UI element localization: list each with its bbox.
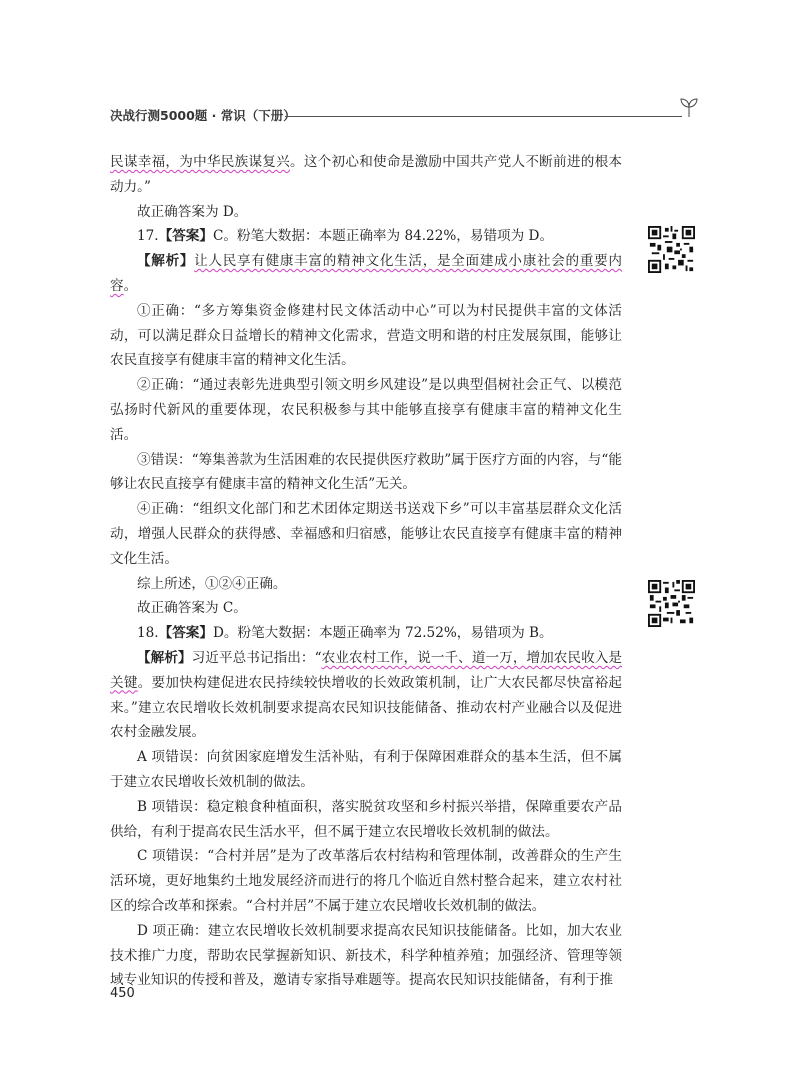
qr-code-icon[interactable] — [648, 580, 695, 627]
sprout-icon — [678, 96, 700, 118]
paragraph: D 项正确：建立农民增收长效机制要求提高农民知识技能储备。比如，加大农业技术推广力度，帮助农民掌握新知识、新技术，科学种植养殖；加强经济、管理等领域专业知识的传授和普及，邀请专家指导难题等。提高农民知识技能储备，有利于推 — [110, 922, 622, 989]
text-span: 。要加快构建促进农民持续较快增收的长效政策机制，让广大农民都尽快富裕起来。”建立农民增收长效机制要求提高农民知识技能储备、推动农村产业融合以及促进农村金融发展。 — [110, 674, 623, 741]
header-rule — [285, 116, 682, 117]
header-title: 决战行测5000题 · 常识（下册） — [110, 108, 296, 123]
paragraph: ③错误：“筹集善款为生活困难的农民提供医疗救助”属于医疗方面的内容，与“能够让农民直接享有健康丰富的精神文化生活”无关。 — [110, 451, 622, 493]
paragraph: ④正确：“组织文化部门和艺术团体定期送书送戏下乡”可以丰富基层群众文化活动，增强人民群众的获得感、幸福感和归宿感，能够让农民直接享有健康丰富的精神文化生活。 — [110, 501, 622, 567]
paragraph: C 项错误：“合村并居”是为了改革落后农村结构和管理体制，改善群众的生产生活环境，更好地集约土地发展经济而进行的将几个临近自然村整合起来，建立农村社区的综合改革和探索。“合村并居”不属于建立农民增收长效机制的做法。 — [110, 848, 622, 914]
analysis-label: 【解析】 — [137, 253, 195, 270]
answer-text: C。粉笔大数据：本题正确率为 84.22%，易错项为 D。 — [213, 228, 554, 245]
question-18-answer — [110, 621, 622, 646]
analysis-label: 【解析】 — [137, 649, 192, 666]
article-body — [110, 150, 622, 993]
question-17-answer — [110, 224, 622, 249]
paragraph: 综上所述，①②④正确。 — [137, 575, 287, 592]
paragraph: A 项错误：向贫困家庭增发生活补贴，有利于保障困难群众的基本生活，但不属于建立农民增收长效机制的做法。 — [110, 749, 622, 790]
paragraph: 故正确答案为 C。 — [137, 600, 247, 617]
answer-label: 【答案】 — [158, 228, 213, 245]
answer-text: D。粉笔大数据：本题正确率为 72.52%，易错项为 B。 — [213, 625, 553, 642]
paragraph: ①正确：“多方筹集资金修建村民文体活动中心”可以为村民提供丰富的文体活动，可以满足群众日益增长的精神文化需求，营造文明和谐的村庄发展氛围，能够让农民直接享有健康丰富的精神文化生活。 — [110, 302, 622, 369]
underlined-quote: 让人民享有健康丰富的精神文化生活，是全面建成小康社会的重要内容 — [110, 253, 622, 294]
paragraph: B 项错误：稳定粮食种植面积，落实脱贫攻坚和乡村振兴举措，保障重要农产品供给，有利于提高农民生活水平，但不属于建立农民增收长效机制的做法。 — [110, 798, 622, 840]
question-17-analysis — [110, 249, 622, 299]
paragraph: 故正确答案为 D。 — [137, 203, 248, 220]
answer-label: 【答案】 — [158, 625, 213, 642]
text-span: 。这个初心和使命是激励中国共产党人不断前进的根本动力。” — [110, 154, 623, 195]
paragraph: ②正确：“通过表彰先进典型引领文明乡风建设”是以典型倡树社会正气、以模范弘扬时代新风的重要体现，农民积极参与其中能够直接享有健康丰富的精神文化生活。 — [110, 377, 622, 443]
text-span: 习近平总书记指出：“ — [191, 649, 322, 666]
paragraph — [110, 150, 622, 200]
underlined-quote: 农业农村工作，说一千、道一万，增加农民收入是关键 — [110, 649, 623, 691]
page-number: 450 — [110, 986, 135, 1001]
qr-code-icon[interactable] — [648, 226, 695, 273]
running-header — [110, 104, 700, 128]
underlined-quote: 民谋幸福，为中华民族谋复兴 — [110, 154, 290, 170]
question-18-analysis — [110, 646, 622, 745]
text-span: 。 — [123, 277, 138, 294]
question-number: 18. — [137, 625, 159, 642]
question-number: 17. — [137, 228, 159, 245]
